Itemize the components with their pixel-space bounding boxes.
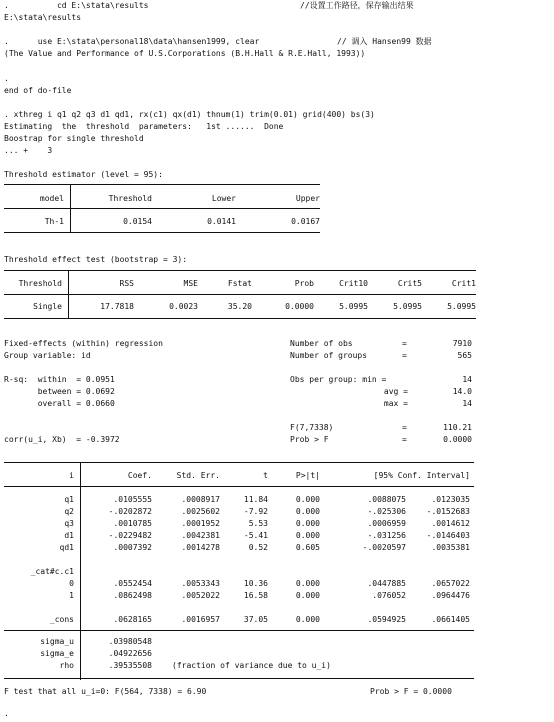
cell-p: 0.000: [295, 615, 320, 624]
cell-stderr: .0008917: [181, 495, 220, 504]
estimating-line: Estimating the threshold parameters: 1st ...... Done: [4, 122, 284, 131]
threshold-effect-title: Threshold effect test (bootstrap = 3):: [4, 255, 188, 264]
cell-ci-high: .0657022: [431, 579, 470, 588]
ftest-ui: F test that all u_i=0: F(564, 7338) = 6.90: [4, 687, 207, 696]
sigma-e-label: sigma_e: [40, 649, 74, 658]
rule: [4, 462, 474, 463]
col-header-crit10: Crit10: [339, 279, 368, 288]
eq-sign: =: [402, 423, 407, 432]
cell-upper: 0.0167: [291, 217, 320, 226]
cell-ci-low: -.0020597: [362, 543, 406, 552]
var-qd1: qd1: [59, 543, 74, 552]
eq-sign: =: [402, 435, 407, 444]
col-header-crit1: Crit1: [451, 279, 476, 288]
cd-command: . cd E:\stata\results: [4, 1, 149, 10]
col-header-lower: Lower: [211, 194, 236, 203]
corr-ui-xb: corr(u_i, Xb) = -0.3972: [4, 435, 120, 444]
rule: [4, 630, 474, 631]
use-comment: // 调入 Hansen99 数据: [337, 37, 432, 46]
var-d1: d1: [64, 531, 74, 540]
use-command: . use E:\stata\personal18\data\hansen1999, clear: [4, 37, 260, 46]
cell-fstat: 35.20: [227, 302, 252, 311]
rule: [4, 232, 320, 233]
cell-t: -7.92: [243, 507, 268, 516]
col-header-fstat: Fstat: [227, 279, 252, 288]
cat-level-1: 1: [69, 591, 74, 600]
bootstrap-line: Boostrap for single threshold: [4, 134, 144, 143]
cell-p: 0.000: [295, 591, 320, 600]
obs-max-value: 14: [462, 399, 472, 408]
cell-t: 5.53: [248, 519, 268, 528]
col-header-ci: [95% Conf. Interval]: [373, 471, 470, 480]
cell-t: 11.84: [243, 495, 268, 504]
cell-ci-high: -.0152683: [426, 507, 470, 516]
fe-regression-label: Fixed-effects (within) regression: [4, 339, 163, 348]
obs-max-label: max =: [383, 399, 408, 408]
f-stat-value: 110.21: [443, 423, 472, 432]
ftest-prob: Prob > F = 0.0000: [370, 687, 452, 696]
obs-avg-value: 14.0: [452, 387, 472, 396]
var-cons: _cons: [49, 615, 74, 624]
obs-avg-label: avg =: [383, 387, 408, 396]
cat-level-0: 0: [69, 579, 74, 588]
col-header-model: model: [39, 194, 64, 203]
cd-comment: //设置工作路径，保存输出结果: [300, 1, 414, 10]
col-header-depvar: i: [69, 471, 74, 480]
ngroups-value: 565: [457, 351, 472, 360]
cell-p: 0.000: [295, 495, 320, 504]
cell-t: 10.36: [243, 579, 268, 588]
sigma-e-value: .04922656: [108, 649, 152, 658]
cell-ci-low: .0088075: [367, 495, 406, 504]
cell-coef: -.0202872: [108, 507, 152, 516]
ngroups-label: Number of groups: [290, 351, 368, 360]
col-header-mse: MSE: [183, 279, 198, 288]
rsq-within: R-sq: within = 0.0951: [4, 375, 115, 384]
cell-coef: .0010785: [113, 519, 152, 528]
cell-stderr: .0016957: [181, 615, 220, 624]
cell-crit10: 5.0995: [339, 302, 368, 311]
rule: [4, 270, 476, 271]
cell-stderr: .0014278: [181, 543, 220, 552]
cell-p: 0.000: [295, 507, 320, 516]
cell-ci-high: -.0146403: [426, 531, 470, 540]
cell-t: 16.58: [243, 591, 268, 600]
cell-t: 37.05: [243, 615, 268, 624]
rho-note: (fraction of variance due to u_i): [172, 661, 331, 670]
cell-lower: 0.0141: [207, 217, 236, 226]
nobs-value: 7910: [452, 339, 472, 348]
cell-mse: 0.0023: [169, 302, 198, 311]
cell-p: 0.605: [295, 543, 320, 552]
col-header-rss: RSS: [119, 279, 134, 288]
cell-ci-high: .0035381: [431, 543, 470, 552]
cell-t: 0.52: [248, 543, 268, 552]
var-q1: q1: [64, 495, 74, 504]
cell-ci-high: .0014612: [431, 519, 470, 528]
cell-crit5: 5.0995: [393, 302, 422, 311]
cat-interaction-label: _cat#c.c1: [30, 567, 74, 576]
cell-ci-low: -.031256: [367, 531, 406, 540]
rule: [4, 678, 474, 679]
var-q2: q2: [64, 507, 74, 516]
dataset-description: (The Value and Performance of U.S.Corporations (B.H.Hall & R.E.Hall, 1993)): [4, 49, 366, 58]
cell-coef: .0862498: [113, 591, 152, 600]
rule: [4, 208, 320, 209]
cell-ci-low: .076052: [372, 591, 406, 600]
prompt-dot: .: [4, 74, 9, 83]
cell-coef: .0628165: [113, 615, 152, 624]
cell-coef: .0105555: [113, 495, 152, 504]
prob-f-value: 0.0000: [443, 435, 472, 444]
xthreg-command: . xthreg i q1 q2 q3 d1 qd1, rx(c1) qx(d1) thnum(1) trim(0.01) grid(400) bs(3): [4, 110, 375, 119]
cell-ci-low: .0447885: [367, 579, 406, 588]
cell-prob: 0.0000: [285, 302, 314, 311]
cell-coef: .0007392: [113, 543, 152, 552]
sigma-u-label: sigma_u: [40, 637, 74, 646]
cell-ci-high: .0661405: [431, 615, 470, 624]
cell-p: 0.000: [295, 519, 320, 528]
col-header-threshold: Threshold: [18, 279, 62, 288]
col-header-coef: Coef.: [127, 471, 152, 480]
cell-rss: 17.7818: [100, 302, 134, 311]
cd-output: E:\stata\results: [4, 13, 82, 22]
rule: [80, 462, 81, 680]
cell-coef: -.0229482: [108, 531, 152, 540]
col-header-p: P>|t|: [295, 471, 320, 480]
nobs-label: Number of obs: [290, 339, 353, 348]
row-label-th1: Th-1: [44, 217, 64, 226]
final-prompt: .: [4, 709, 9, 718]
rho-value: .39535508: [108, 661, 152, 670]
threshold-estimator-title: Threshold estimator (level = 95):: [4, 170, 163, 179]
rsq-overall: overall = 0.0660: [4, 399, 115, 408]
sigma-u-value: .03980548: [108, 637, 152, 646]
obs-min-value: 14: [462, 375, 472, 384]
f-stat-label: F(7,7338): [290, 423, 334, 432]
col-header-t: t: [263, 471, 268, 480]
obs-min-label: Obs per group: min =: [290, 375, 387, 384]
col-header-crit5: Crit5: [397, 279, 422, 288]
cell-ci-high: .0123035: [431, 495, 470, 504]
eq-sign: =: [402, 351, 407, 360]
progress-line: ... + 3: [4, 146, 53, 155]
eq-sign: =: [402, 339, 407, 348]
cell-stderr: .0042381: [181, 531, 220, 540]
var-q3: q3: [64, 519, 74, 528]
rsq-between: between = 0.0692: [4, 387, 115, 396]
cell-ci-low: .0594925: [367, 615, 406, 624]
col-header-upper: Upper: [295, 194, 320, 203]
cell-stderr: .0025602: [181, 507, 220, 516]
rule: [4, 486, 474, 487]
group-variable: Group variable: id: [4, 351, 91, 360]
col-header-stderr: Std. Err.: [176, 471, 220, 480]
cell-p: 0.000: [295, 579, 320, 588]
rule: [4, 294, 476, 295]
cell-t: -5.41: [243, 531, 268, 540]
rule: [4, 318, 476, 319]
cell-stderr: .0001952: [181, 519, 220, 528]
end-of-dofile: end of do-file: [4, 86, 72, 95]
cell-crit1: 5.0995: [447, 302, 476, 311]
cell-stderr: .0053343: [181, 579, 220, 588]
cell-p: 0.000: [295, 531, 320, 540]
cell-ci-low: .0006959: [367, 519, 406, 528]
col-header-prob: Prob: [294, 279, 314, 288]
cell-threshold: 0.0154: [123, 217, 152, 226]
row-label-single: Single: [33, 302, 62, 311]
prob-f-label: Prob > F: [290, 435, 329, 444]
col-header-threshold: Threshold: [108, 194, 152, 203]
cell-coef: .0552454: [113, 579, 152, 588]
rho-label: rho: [59, 661, 74, 670]
cell-ci-high: .0964476: [431, 591, 470, 600]
cell-ci-low: -.025306: [367, 507, 406, 516]
cell-stderr: .0052022: [181, 591, 220, 600]
rule: [4, 184, 320, 185]
